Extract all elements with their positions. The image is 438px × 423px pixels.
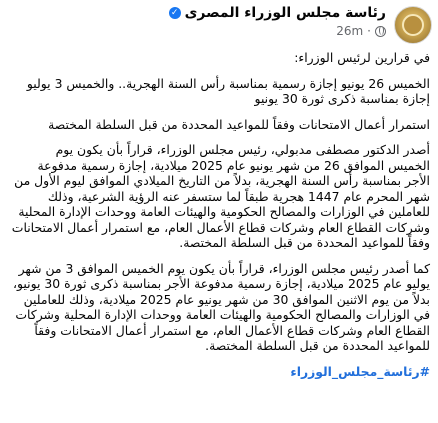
post-header	[6, 0, 432, 50]
emblem-icon	[402, 14, 424, 36]
verified-badge-icon: ✓	[169, 7, 181, 19]
page-avatar[interactable]	[394, 6, 432, 44]
post-headline: الخميس 26 يونيو إجازة رسمية بمناسبة رأس السنة الهجرية.. والخميس 3 يوليو إجازة بمناسبة ذكرى ثورة 30 يونيو	[26, 75, 430, 106]
post-body	[6, 50, 432, 379]
post-time[interactable]: 26m	[336, 24, 364, 38]
post-subline	[169, 24, 386, 38]
post-paragraph-1: أصدر الدكتور مصطفى مدبولي، رئيس مجلس الوزراء، قراراً بأن يكون يوم الخميس الموافق 26 من شهر يونيو عام 2025 ميلادية، إجازة رسمية مدفوعة الأجر بمناسبة رأس السنة الهجرية، بدلاً من التاريخ الميلادي الموافق ليوم الأول من شهر المحرم عام 1447 هجرية طبقاً لما ستسفر عنه الرؤية الشرعية، وذلك للعاملين في الوزارات والمصالح الحكومية والهيئات العامة ووحدات الإدارة المحلية وشركات القطاع العام وشركات قطاع الأعمال العام، مع استمرار أعمال الامتحانات وفقاً للمواعيد المحددة من قبل السلطة المختصة.	[11, 142, 430, 250]
page-name-row	[169, 4, 386, 22]
separator-dot: ·	[367, 24, 371, 38]
hashtag-link[interactable]: #رئاسة_مجلس_الوزراء	[290, 363, 430, 379]
post-intro: في قرارين لرئيس الوزراء:	[294, 50, 430, 65]
post-subheadline: استمرار أعمال الامتحانات وفقاً للمواعيد المحددة من قبل السلطة المختصة	[48, 116, 430, 132]
globe-icon[interactable]	[375, 26, 386, 37]
post-meta	[169, 4, 386, 38]
page-name[interactable]: رئاسة مجلس الوزراء المصرى	[184, 5, 386, 21]
post-paragraph-2: كما أصدر رئيس مجلس الوزراء، قراراً بأن يكون يوم الخميس الموافق 3 من شهر يوليو عام 2025 ميلادية، إجازة رسمية مدفوعة الأجر بمناسبة ذكرى ثورة 30 يونيو، بدلاً من يوم الاثنين الموافق 30 من شهر يونيو عام 2025 ميلادية، وذلك للعاملين في الوزارات والمصالح الحكومية والهيئات العامة ووحدات الإدارة المحلية وشركات القطاع العام وشركات قطاع الأعمال العام، مع استمرار أعمال الامتحانات وفقاً للمواعيد المحددة من قبل السلطة المختصة.	[13, 260, 430, 353]
